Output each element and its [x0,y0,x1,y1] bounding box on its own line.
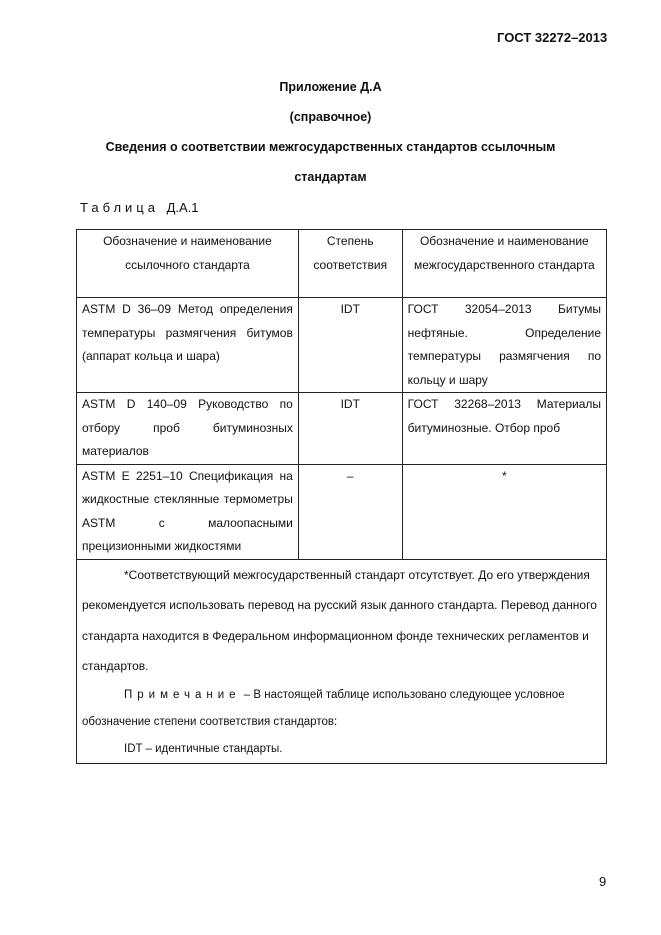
table-header-row [77,230,607,298]
note-item: IDT – идентичные стандарты. [124,742,283,755]
standards-table [76,229,607,764]
row-ref-standard: ASTM D 36–09 Метод определения температуры размягчения битумов (аппарат кольца и шара) [77,298,299,393]
table-row [77,393,607,465]
row-degree: – [298,464,402,559]
table-notes [77,559,607,763]
row-interstate-standard: ГОСТ 32268–2013 Материалы битуминозные. Отбор проб [402,393,606,465]
note-label: Примечание [124,688,241,701]
table-row [77,464,607,559]
annex-title: Приложение Д.А [279,80,382,94]
title-block [0,78,661,198]
header-interstate-standard: Обозначение и наименование межгосударственного стандарта [402,230,606,298]
annex-heading-line2: стандартам [294,170,367,184]
row-ref-standard: ASTM E 2251–10 Спецификация на жидкостные стеклянные термометры ASTM с малоопасными прецизионными жидкостями [77,464,299,559]
annex-heading-line1: Сведения о соответствии межгосударственных стандартов ссылочным [105,140,556,154]
row-degree: IDT [298,393,402,465]
table-footnote: *Соответствующий межгосударственный стандарт отсутствует. До его утверждения рекомендуется использовать перевод на русский язык данного стандарта. Перевод данного стандарта находится в Федеральном информационном фонде технических регламентов и стандартов. [82,567,597,673]
row-interstate-standard: ГОСТ 32054–2013 Битумы нефтяные. Определение температуры размягчения по кольцу и шару [402,298,606,393]
table-note [82,682,601,736]
header-ref-standard: Обозначение и наименование ссылочного стандарта [77,230,299,298]
page-number: 9 [599,874,607,889]
header-degree: Степень соответствия [298,230,402,298]
table-notes-row [77,559,607,763]
row-ref-standard: ASTM D 140–09 Руководство по отбору проб битуминозных материалов [77,393,299,465]
table-caption [80,200,199,215]
annex-type: (справочное) [289,110,372,124]
table-caption-word: Таблица [80,200,159,215]
row-interstate-standard: * [402,464,606,559]
table-caption-number: Д.А.1 [166,200,199,215]
document-code: ГОСТ 32272–2013 [497,30,608,45]
note-text: – В настоящей таблице использовано следующее условное обозначение степени соответствия стандартов: [82,688,565,728]
row-degree: IDT [298,298,402,393]
table-row [77,298,607,393]
